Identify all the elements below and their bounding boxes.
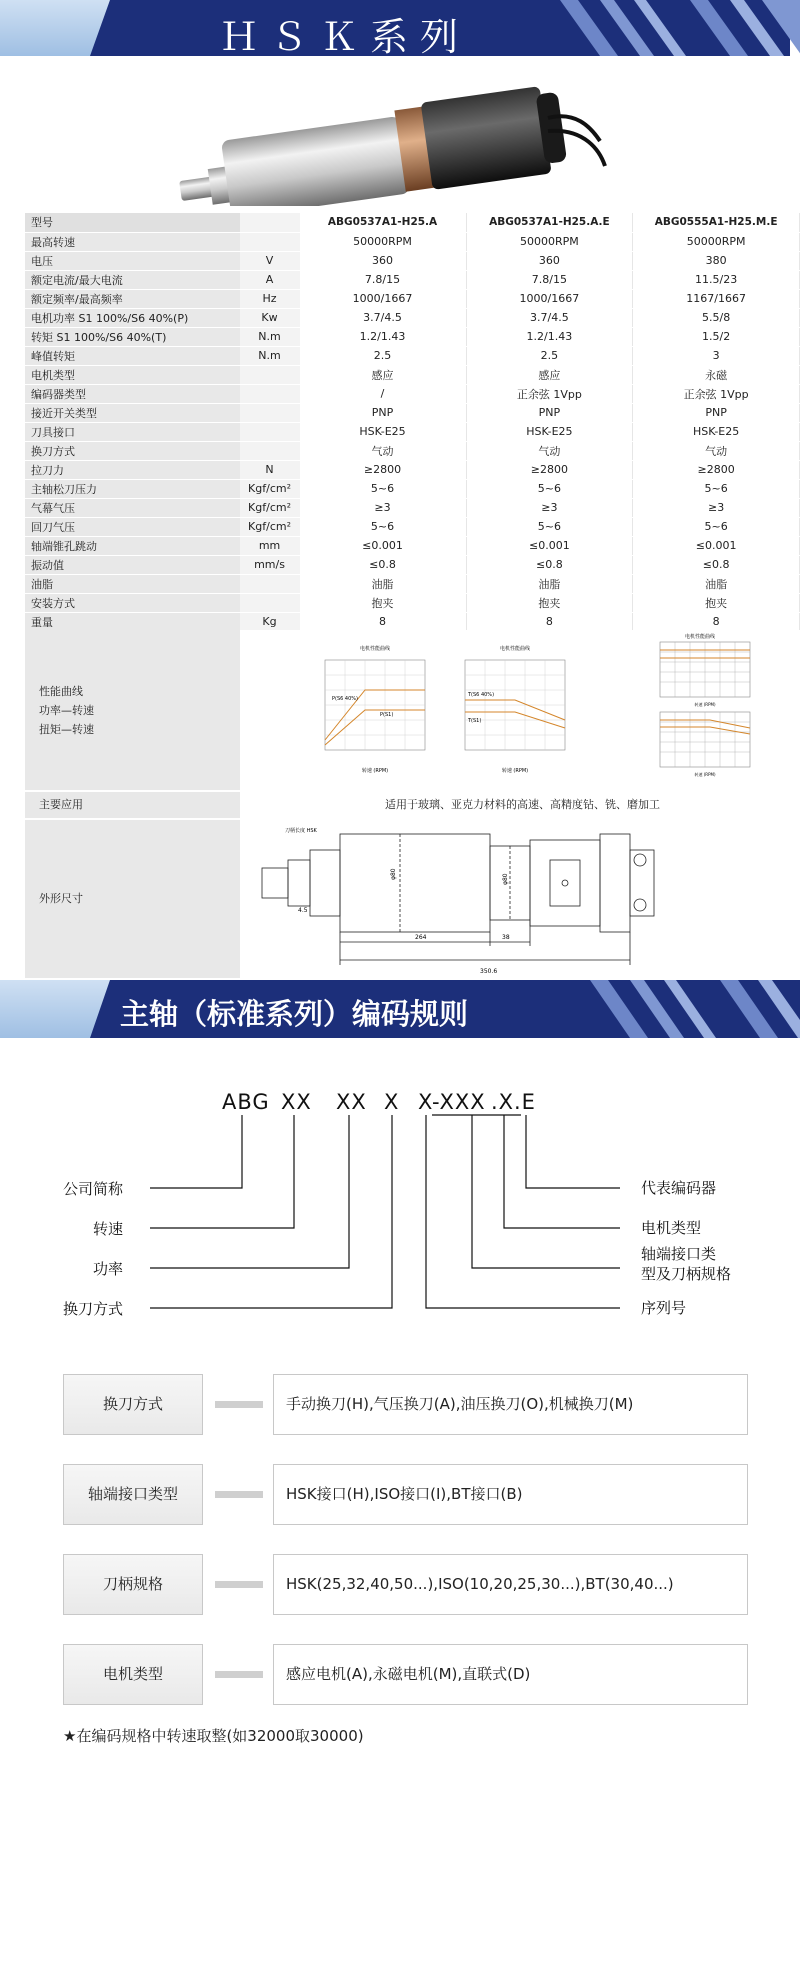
row-value: 抱夹 xyxy=(300,593,467,612)
table-header-row xyxy=(25,213,800,232)
table-row xyxy=(25,384,800,403)
label-interface xyxy=(641,1244,731,1284)
table-row xyxy=(25,422,800,441)
row-value: 气动 xyxy=(466,441,633,460)
label-serial: 序列号 xyxy=(641,1299,687,1317)
table-cell: 型号 xyxy=(25,213,240,232)
table-cell xyxy=(240,213,300,232)
row-value: PNP xyxy=(300,403,467,422)
option-name: 电机类型 xyxy=(63,1644,203,1705)
code-motor: .X xyxy=(491,1090,515,1114)
row-value: 5~6 xyxy=(633,517,800,536)
table-row xyxy=(25,365,800,384)
row-unit: N xyxy=(240,460,300,479)
row-label: 额定电流/最大电流 xyxy=(25,270,240,289)
row-value: HSK-E25 xyxy=(633,422,800,441)
row-value: 380 xyxy=(633,251,800,270)
row-value: ≤0.001 xyxy=(466,536,633,555)
option-connector xyxy=(215,1401,263,1408)
code-speed: XX xyxy=(281,1090,312,1114)
table-row xyxy=(25,327,800,346)
curves-label xyxy=(25,630,240,790)
row-value: 永磁 xyxy=(633,365,800,384)
spindle-image xyxy=(0,56,800,206)
row-label: 安装方式 xyxy=(25,593,240,612)
row-label: 刀具接口 xyxy=(25,422,240,441)
row-value: ≤0.001 xyxy=(300,536,467,555)
torque-speed-chart xyxy=(465,645,565,774)
legend-s6: P(S6 40%) xyxy=(332,696,358,702)
row-value: PNP xyxy=(466,403,633,422)
option-value: 感应电机(A),永磁电机(M),直联式(D) xyxy=(273,1644,748,1705)
row-value: 5~6 xyxy=(300,479,467,498)
table-row xyxy=(25,460,800,479)
row-unit: N.m xyxy=(240,327,300,346)
pm-motor-chart xyxy=(660,633,750,777)
table-row xyxy=(25,346,800,365)
dim-38: 38 xyxy=(502,934,510,941)
row-unit: Kg xyxy=(240,612,300,631)
code-serial: -XXX xyxy=(432,1090,486,1114)
option-name: 换刀方式 xyxy=(63,1374,203,1435)
row-label: 电机类型 xyxy=(25,365,240,384)
row-value: PNP xyxy=(633,403,800,422)
row-value: 油脂 xyxy=(300,574,467,593)
row-label: 拉刀力 xyxy=(25,460,240,479)
code-abg: ABG xyxy=(222,1090,270,1114)
dimensions-drawing xyxy=(240,820,800,978)
table-row xyxy=(25,536,800,555)
row-unit xyxy=(240,365,300,384)
performance-curves-section xyxy=(25,630,800,790)
row-label: 振动值 xyxy=(25,555,240,574)
banner-stripes-icon xyxy=(500,0,800,56)
row-value: 8 xyxy=(300,612,467,631)
row-value: 360 xyxy=(466,251,633,270)
row-value: 1.2/1.43 xyxy=(300,327,467,346)
option-value: 手动换刀(H),气压换刀(A),油压换刀(O),机械换刀(M) xyxy=(273,1374,748,1435)
row-value: 2.5 xyxy=(466,346,633,365)
row-value: 1.5/2 xyxy=(633,327,800,346)
row-unit: mm/s xyxy=(240,555,300,574)
row-unit: Kw xyxy=(240,308,300,327)
curve-t6 xyxy=(465,700,565,720)
legend-s1: P(S1) xyxy=(380,712,394,718)
row-value: 气动 xyxy=(300,441,467,460)
label-motor-type: 电机类型 xyxy=(641,1219,702,1237)
curves-content xyxy=(240,630,800,790)
row-value: 8 xyxy=(466,612,633,631)
row-unit xyxy=(240,441,300,460)
row-value: ≥2800 xyxy=(633,460,800,479)
row-value: 正余弦 1Vpp xyxy=(633,384,800,403)
curves-label-line: 功率—转速 xyxy=(39,704,94,717)
performance-charts xyxy=(240,630,800,790)
chart-title: 电机性能曲线 xyxy=(684,634,716,640)
row-value: 11.5/23 xyxy=(633,270,800,289)
row-value: ≤0.8 xyxy=(633,555,800,574)
chart-title: 电机性能曲线 xyxy=(359,646,391,652)
row-value: 正余弦 1Vpp xyxy=(466,384,633,403)
row-value: 油脂 xyxy=(633,574,800,593)
curves-label-line: 性能曲线 xyxy=(39,685,83,698)
page-title: ＨＳＫ系列 xyxy=(220,15,471,56)
row-label: 最高转速 xyxy=(25,232,240,251)
row-value: 50000RPM xyxy=(300,232,467,251)
option-connector xyxy=(215,1581,263,1588)
table-row xyxy=(25,308,800,327)
table-row xyxy=(25,593,800,612)
dim-phi80: φ80 xyxy=(390,868,397,880)
row-value: 7.8/15 xyxy=(300,270,467,289)
table-row xyxy=(25,574,800,593)
table-row xyxy=(25,270,800,289)
row-value: 抱夹 xyxy=(466,593,633,612)
row-value: 5~6 xyxy=(300,517,467,536)
dimensions-label: 外形尺寸 xyxy=(25,820,240,978)
curves-label-line: 扭矩—转速 xyxy=(39,723,94,736)
row-value: ≤0.001 xyxy=(633,536,800,555)
row-value: 8 xyxy=(633,612,800,631)
row-label: 峰值转矩 xyxy=(25,346,240,365)
dim-350: 350.6 xyxy=(480,968,498,975)
model-header: ABG0555A1-H25.M.E xyxy=(633,213,800,232)
chart-title: 电机性能曲线 xyxy=(499,646,531,652)
row-label: 气幕气压 xyxy=(25,498,240,517)
legend-t6: T(S6 40%) xyxy=(468,692,495,698)
row-unit: Kgf/cm² xyxy=(240,517,300,536)
row-unit xyxy=(240,384,300,403)
row-unit xyxy=(240,422,300,441)
label-power: 功率 xyxy=(93,1260,124,1278)
row-value: ≥3 xyxy=(300,498,467,517)
option-connector xyxy=(215,1491,263,1498)
row-label: 电机功率 S1 100%/S6 40%(P) xyxy=(25,308,240,327)
row-value: 气动 xyxy=(633,441,800,460)
code-interface: X xyxy=(418,1090,434,1114)
coding-title: 主轴（标准系列）编码规则 xyxy=(120,997,469,1031)
spec-table xyxy=(25,213,800,632)
table-row xyxy=(25,441,800,460)
row-value: 5~6 xyxy=(633,479,800,498)
row-value: 360 xyxy=(300,251,467,270)
rounding-note: ★在编码规格中转速取整(如32000取30000) xyxy=(63,1727,364,1745)
banner-stripes-icon xyxy=(500,980,800,1038)
row-value: 1167/1667 xyxy=(633,289,800,308)
table-row xyxy=(25,251,800,270)
code-lines-icon xyxy=(0,1110,800,1320)
table-row xyxy=(25,232,800,251)
row-value: 3.7/4.5 xyxy=(300,308,467,327)
row-label: 回刀气压 xyxy=(25,517,240,536)
table-row xyxy=(25,403,800,422)
row-value: ≥2800 xyxy=(300,460,467,479)
series-banner xyxy=(0,0,800,56)
power-speed-chart xyxy=(325,645,425,774)
row-value: 5~6 xyxy=(466,517,633,536)
code-tool-change: X xyxy=(384,1090,400,1114)
option-value: HSK(25,32,40,50...),ISO(10,20,25,30...),BT(30,40...) xyxy=(273,1554,748,1615)
label-tool-change: 换刀方式 xyxy=(63,1300,124,1318)
dim-264: 264 xyxy=(415,934,427,941)
table-row xyxy=(25,612,800,631)
row-unit xyxy=(240,403,300,422)
application-label: 主要应用 xyxy=(25,792,240,818)
row-unit: Kgf/cm² xyxy=(240,498,300,517)
row-value: 50000RPM xyxy=(633,232,800,251)
code-encoder: .E xyxy=(514,1090,536,1114)
row-value: ≤0.8 xyxy=(300,555,467,574)
label-speed: 转速 xyxy=(93,1220,124,1238)
row-value: 5.5/8 xyxy=(633,308,800,327)
table-row xyxy=(25,498,800,517)
row-value: ≥3 xyxy=(466,498,633,517)
table-row xyxy=(25,517,800,536)
row-unit: V xyxy=(240,251,300,270)
x-axis-label: 转速 (RPM) xyxy=(694,702,716,707)
table-row xyxy=(25,479,800,498)
option-connector xyxy=(215,1671,263,1678)
row-label: 重量 xyxy=(25,612,240,631)
model-header: ABG0537A1-H25.A.E xyxy=(466,213,633,232)
row-unit: N.m xyxy=(240,346,300,365)
row-label: 轴端锥孔跳动 xyxy=(25,536,240,555)
row-value: ≥2800 xyxy=(466,460,633,479)
option-value: HSK接口(H),ISO接口(I),BT接口(B) xyxy=(273,1464,748,1525)
table-row xyxy=(25,555,800,574)
dimension-drawing-icon xyxy=(240,820,800,978)
dim-hsk: 刀柄长度 HSK xyxy=(285,828,317,834)
option-name: 刀柄规格 xyxy=(63,1554,203,1615)
row-value: 50000RPM xyxy=(466,232,633,251)
row-label: 转矩 S1 100%/S6 40%(T) xyxy=(25,327,240,346)
row-label: 接近开关类型 xyxy=(25,403,240,422)
row-value: 3 xyxy=(633,346,800,365)
row-value: 7.8/15 xyxy=(466,270,633,289)
dimensions-section xyxy=(25,820,800,978)
row-value: 感应 xyxy=(300,365,467,384)
row-value: 感应 xyxy=(466,365,633,384)
spindle-photo xyxy=(0,56,800,206)
row-value: 抱夹 xyxy=(633,593,800,612)
x-axis-label: 转速 (RPM) xyxy=(694,772,716,777)
row-value: HSK-E25 xyxy=(300,422,467,441)
row-value: 2.5 xyxy=(300,346,467,365)
label-encoder: 代表编码器 xyxy=(641,1179,717,1197)
row-label: 主轴松刀压力 xyxy=(25,479,240,498)
label-interface-line1: 轴端接口类 xyxy=(641,1245,717,1263)
row-label: 额定频率/最高频率 xyxy=(25,289,240,308)
model-header: ABG0537A1-H25.A xyxy=(300,213,467,232)
row-value: / xyxy=(300,384,467,403)
x-axis-label: 转速 (RPM) xyxy=(361,768,389,774)
row-unit xyxy=(240,574,300,593)
row-value: 1.2/1.43 xyxy=(466,327,633,346)
application-text: 适用于玻璃、亚克力材料的高速、高精度钻、铣、磨加工 xyxy=(240,792,800,818)
code-power: XX xyxy=(336,1090,367,1114)
x-axis-label: 转速 (RPM) xyxy=(501,768,529,774)
label-interface-line2: 型及刀柄规格 xyxy=(641,1265,732,1283)
row-unit: A xyxy=(240,270,300,289)
dim-4-5: 4.5 xyxy=(298,907,308,914)
curve-s1 xyxy=(325,710,425,745)
row-value: HSK-E25 xyxy=(466,422,633,441)
row-unit xyxy=(240,232,300,251)
row-unit: mm xyxy=(240,536,300,555)
row-value: 1000/1667 xyxy=(300,289,467,308)
legend-t1: T(S1) xyxy=(468,718,482,724)
row-label: 电压 xyxy=(25,251,240,270)
application-section xyxy=(25,792,800,818)
option-name: 轴端接口类型 xyxy=(63,1464,203,1525)
row-value: 5~6 xyxy=(466,479,633,498)
row-value: ≥3 xyxy=(633,498,800,517)
row-value: ≤0.8 xyxy=(466,555,633,574)
row-label: 编码器类型 xyxy=(25,384,240,403)
row-unit: Kgf/cm² xyxy=(240,479,300,498)
table-row xyxy=(25,289,800,308)
row-unit xyxy=(240,593,300,612)
row-value: 3.7/4.5 xyxy=(466,308,633,327)
dim-phi78: φ80 xyxy=(502,873,509,885)
row-unit: Hz xyxy=(240,289,300,308)
coding-banner xyxy=(0,980,800,1038)
row-label: 油脂 xyxy=(25,574,240,593)
row-value: 油脂 xyxy=(466,574,633,593)
row-label: 换刀方式 xyxy=(25,441,240,460)
row-value: 1000/1667 xyxy=(466,289,633,308)
label-company: 公司简称 xyxy=(63,1180,124,1198)
